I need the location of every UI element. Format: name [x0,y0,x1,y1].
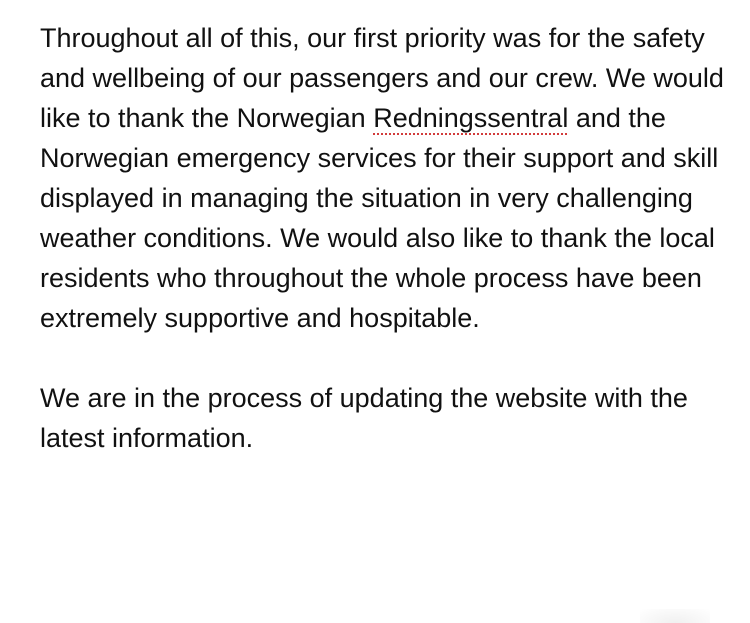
paragraph-thanks-start: Throughout all of this, our first priority was for the safety and wellbeing of our passengers and our crew. We would like to thank the Norwegian [40,23,724,133]
page-corner-shadow [640,609,710,623]
paragraph-update: We are in the process of updating the website with the latest information. [40,383,688,453]
spellcheck-flagged-word[interactable]: Redningssentral [373,103,569,133]
paragraph-thanks-end: and the Norwegian emergency services for their support and skill displayed in managing the situation in very challenging weather conditions. We would also like to thank the local residents who throughout the whole process have been extremely supportive and hospitable. [40,103,719,333]
document-body [40,18,730,498]
paragraph-thanks [40,18,730,338]
